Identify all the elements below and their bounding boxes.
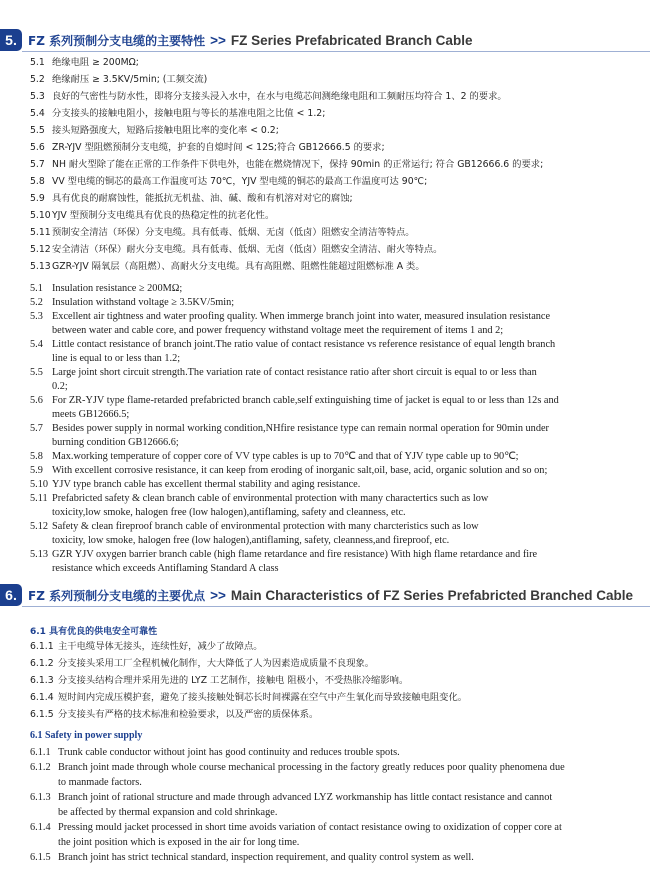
list-item: 5.10 YJV type branch cable has excellent thermal stability and aging resistance.	[30, 479, 361, 490]
list-item: 6.1.3 Branch joint of rational structure and made through advanced LYZ workmanship has little contact resistance and cannot	[30, 792, 553, 803]
list-item: 5.3 Excellent air tightness and water proofing quality. When immerge branch joint into water, measured insulation resistance	[30, 311, 551, 322]
list-item-continuation: line is equal to or less than 1.2;	[52, 353, 181, 364]
list-item: 5.1 Insulation resistance ≥ 200MΩ;	[30, 283, 183, 294]
list-item: 6.1.1 Trunk cable conductor without joint has good continuity and reduces trouble spots.	[30, 747, 400, 758]
list-item: 6.1.4 短时间内完成压模护套，避免了接头接触处铜芯长时间裸露在空气中产生氧化而导致接触电阻变化。	[30, 692, 468, 703]
section-5-title-en: FZ Series Prefabricated Branch Cable	[230, 33, 473, 48]
list-item: 6.1.2 分支接头采用工厂全程机械化制作，大大降低了人为因素造成质量不良现象。	[30, 658, 375, 669]
list-item-continuation: toxicity, low smoke, halogen free (low halogen),antiflaming, safety, cleanness,and fireproof, etc.	[52, 535, 450, 546]
list-item: 5.7 NH 耐火型除了能在正常的工作条件下供电外，也能在燃烧情况下，保持 90min 的正常运行; 符合 GB12666.6 的要求;	[30, 159, 544, 170]
list-item: 5.8 VV 型电缆的铜芯的最高工作温度可达 70℃，YJV 型电缆的铜芯的最高工作温度可达 90℃;	[30, 176, 428, 187]
list-item: 5.4 分支接头的接触电阻小，接触电阻与等长的基准电阻之比值 < 1.2;	[30, 108, 326, 119]
list-item: 6.1.4 Pressing mould jacket processed in short time avoids variation of contact resistance owing to oxidization of copper core at	[30, 822, 562, 833]
list-item: 5.5 Large joint short circuit strength.The variation rate of contact resistance ratio after short circuit is equal to or less than	[30, 367, 537, 378]
section-6-number-badge: 6.	[0, 584, 22, 606]
list-item-continuation: toxicity,low smoke, halogen free (low halogen),antiflaming, safety and cleanness, etc.	[52, 507, 406, 518]
section-6-title-cn: FZ 系列预制分支电缆的主要优点	[28, 589, 206, 603]
section-6-heading	[0, 584, 650, 608]
list-item: 5.12 Safety & clean fireproof branch cable of environmental protection with many charcteristics such as low	[30, 521, 479, 532]
section-6-title	[28, 586, 633, 606]
list-item: 5.9 具有优良的耐腐蚀性，能抵抗无机盐、油、碱、酸和有机溶对对它的腐蚀;	[30, 193, 353, 204]
section-5-number-badge: 5.	[0, 29, 22, 51]
list-item-continuation: meets GB12666.5;	[52, 409, 130, 420]
list-item: 5.9 With excellent corrosive resistance, it can keep from eroding of inorganic salt,oil, base, acid, organic solution and so on;	[30, 465, 548, 476]
section-6-title-en: Main Characteristics of FZ Series Prefabricted Branched Cable	[230, 588, 633, 603]
section-5-arrow: >>	[210, 33, 226, 48]
list-item: 5.11预制安全清洁（环保）分支电缆。具有低毒、低烟、无卤（低卤）阻燃安全清洁等特点。	[30, 227, 415, 238]
list-item: 6.1.1 主干电缆导体无接头，连续性好，减少了故障点。	[30, 641, 263, 652]
section-5-divider	[22, 51, 650, 52]
list-item: 5.7 Besides power supply in normal working condition,NHfire resistance type can remain normal operation for 90min under	[30, 423, 549, 434]
list-item: 5.8 Max.working temperature of copper core of VV type cables is up to 70℃ and that of YJV type cable up to 90℃;	[30, 451, 519, 462]
section-5-heading	[0, 29, 650, 53]
list-item: 6.1.2 Branch joint made through whole course mechanical processing in the factory greatly reduces poor quality phenomena due	[30, 762, 565, 773]
section-5-title-cn: FZ 系列预制分支电缆的主要特性	[28, 34, 206, 48]
list-item-continuation: be affected by thermal expansion and cold shrinkage.	[58, 807, 278, 818]
list-item-continuation: between water and cable core, and power frequency withstand voltage meet the requirement of items 1 and 2;	[52, 325, 504, 336]
list-item: 5.5 接头短路强度大，短路后接触电阻比率的变化率 < 0.2;	[30, 125, 279, 136]
list-item: 5.4 Little contact resistance of branch joint.The ratio value of contact resistance vs reference resistance of equal length branch	[30, 339, 556, 350]
section-6-arrow: >>	[210, 588, 226, 603]
list-item: 5.10YJV 型预制分支电缆具有优良的热稳定性的抗老化性。	[30, 210, 275, 221]
list-item-continuation: 0.2;	[52, 381, 68, 392]
list-item-continuation: the joint position which is exposed in the air for long time.	[58, 837, 300, 848]
list-item: 5.1 绝缘电阻 ≥ 200MΩ;	[30, 57, 139, 68]
list-item: 5.12安全清洁（环保）耐火分支电缆。具有低毒、低烟、无卤（低卤）阻燃安全清洁、耐火等特点。	[30, 244, 443, 255]
list-item: 6.1.5 Branch joint has strict technical standard, inspection requirement, and quality control system as well.	[30, 852, 474, 863]
section-6-divider	[22, 606, 650, 607]
list-item-continuation: to manmade factors.	[58, 777, 142, 788]
list-item: 5.6 ZR-YJV 型阻燃预制分支电缆，护套的自熄时间 < 12S;符合 GB12666.5 的要求;	[30, 142, 385, 153]
list-item: 5.13 GZR YJV oxygen barrier branch cable (high flame retardance and fire resistance) With high flame retardance and fire	[30, 549, 538, 560]
section-6-subheading-en: 6.1 Safety in power supply	[30, 730, 143, 741]
list-item: 5.11 Prefabricted safety & clean branch cable of environmental protection with many charactertics such as low	[30, 493, 489, 504]
list-item: 6.1.3 分支接头结构合理并采用先进的 LYZ 工艺制作，接触电 阻极小，不受热胀冷缩影响。	[30, 675, 409, 686]
list-item-continuation: resistance which exceeds Antiflaming Standard A class	[52, 563, 279, 574]
list-item-continuation: burning condition GB12666.6;	[52, 437, 179, 448]
list-item: 5.3 良好的气密性与防水性，即将分支接头浸入水中，在水与电缆芯间测绝缘电阻和工频耐压均符合 1、2 的要求。	[30, 91, 507, 102]
list-item: 5.2 Insulation withstand voltage ≥ 3.5KV/5min;	[30, 297, 235, 308]
list-item: 5.2 绝缘耐压 ≥ 3.5KV/5min; (工频交流)	[30, 74, 208, 85]
list-item: 6.1.5 分支接头有严格的技术标准和检验要求，以及严密的质保体系。	[30, 709, 319, 720]
section-5-title	[28, 31, 472, 51]
list-item: 5.13GZR-YJV 隔氧层（高阻燃）、高耐火分支电缆。具有高阻燃、阻燃性能超过阻燃标准 A 类。	[30, 261, 425, 272]
list-item: 5.6 For ZR-YJV type flame-retarded prefabricted branch cable,self extinguishing time of jacket is equal to or less than 12s and	[30, 395, 559, 406]
section-6-subheading-cn: 6.1 具有优良的供电安全可靠性	[30, 627, 158, 637]
